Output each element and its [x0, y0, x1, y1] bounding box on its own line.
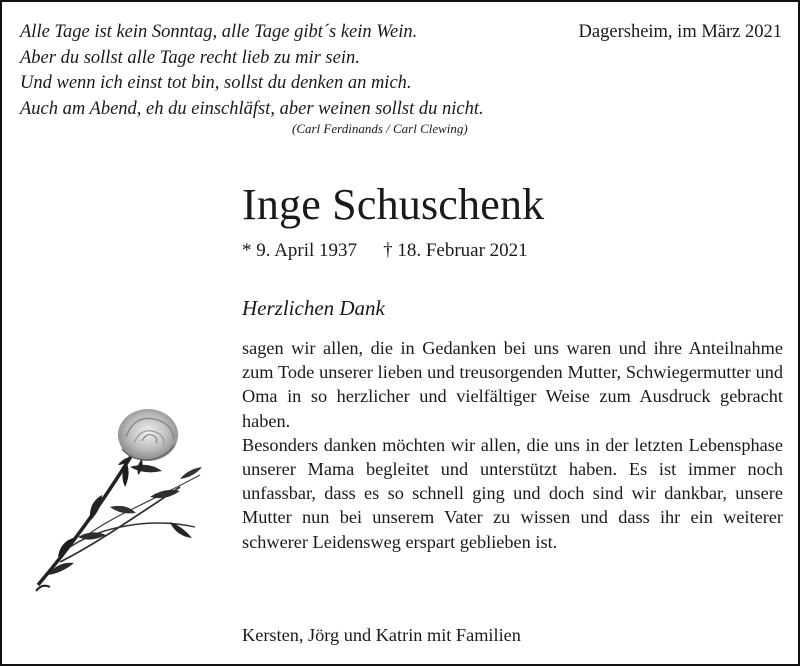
poem	[20, 20, 500, 136]
poem-line: Alle Tage ist kein Sonntag, alle Tage gibt´s kein Wein.	[20, 22, 418, 42]
deceased-name: Inge Schuschenk	[242, 180, 545, 229]
thanks-text	[242, 336, 783, 554]
thanks-paragraph: sagen wir allen, die in Gedanken bei uns waren und ihre Anteilnahme zum Tode unserer lieben und treusorgenden Mutter, Schwiegermutter und Oma in so herzlicher und vielfältiger Weise zum Ausdruck gebracht haben.	[242, 338, 783, 431]
death-date: † 18. Februar 2021	[383, 240, 528, 261]
place-date: Dagersheim, im März 2021	[578, 22, 782, 42]
poem-line: Und wenn ich einst tot bin, sollst du denken an mich.	[20, 73, 412, 93]
poem-credit: (Carl Ferdinands / Carl Clewing)	[292, 121, 468, 136]
poem-line: Aber du sollst alle Tage recht lieb zu mir sein.	[20, 47, 360, 68]
poem-line: Auch am Abend, eh du einschläfst, aber weinen sollst du nicht.	[20, 98, 484, 119]
thanks-paragraph: Besonders danken möchten wir allen, die uns in der letzten Lebensphase unserer Mama begleitet und unterstützt haben. Es ist immer noch unfassbar, dass es so schnell ging und doch sind wir dankbar, unsere Mutter nun bei unserem Vater zu wissen und dass ihr ein weiterer schwerer Leidensweg erspart geblieben ist.	[242, 434, 783, 552]
life-dates	[242, 238, 528, 264]
rose-image	[30, 397, 225, 602]
birth-date: * 9. April 1937	[242, 240, 358, 261]
thanks-heading: Herzlichen Dank	[242, 296, 385, 320]
signature: Kersten, Jörg und Katrin mit Familien	[242, 625, 521, 645]
